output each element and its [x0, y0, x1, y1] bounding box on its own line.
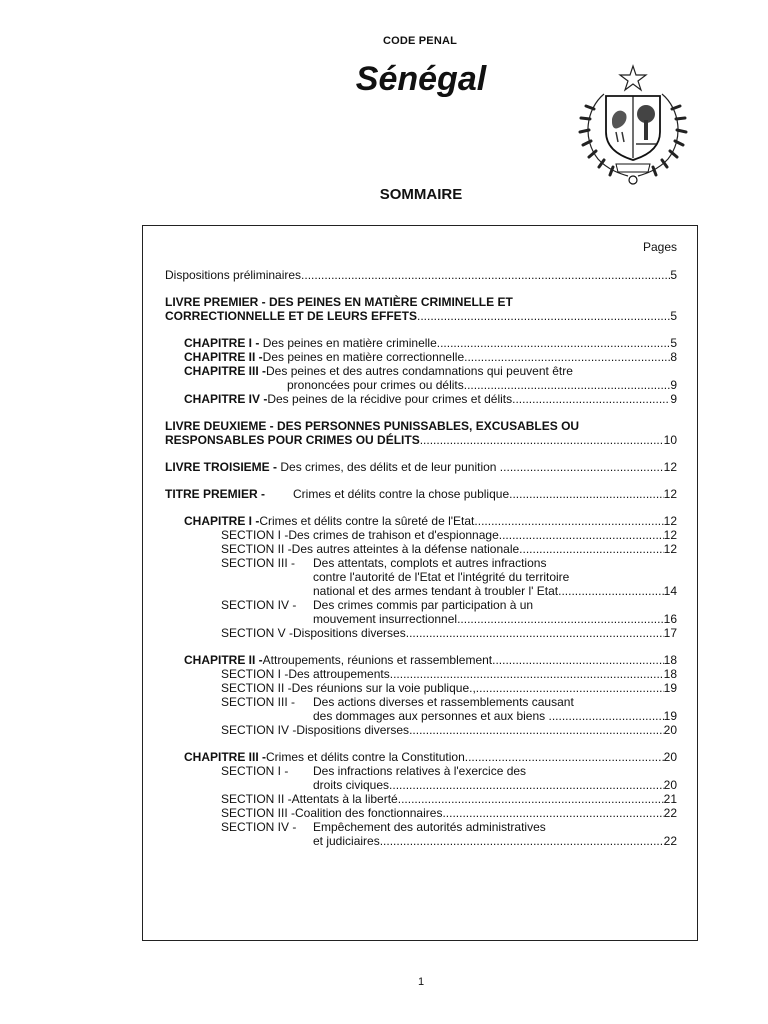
toc-entry-preliminaires[interactable] — [165, 268, 677, 282]
chapter-label: CHAPITRE IV - — [184, 392, 268, 406]
dot-leader — [492, 653, 664, 667]
toc-ch2-section-1[interactable] — [165, 667, 677, 681]
dot-leader — [464, 378, 671, 392]
entry-text: Crimes et délits contre la sûreté de l'Etat — [259, 514, 475, 528]
page-ref: 19 — [663, 681, 677, 695]
dot-leader — [465, 750, 664, 764]
toc-ch1-section-4[interactable] — [165, 598, 677, 612]
page-ref: 5 — [670, 336, 677, 350]
book-label: LIVRE TROISIEME - — [165, 460, 278, 474]
toc-ch1-section-3[interactable] — [165, 556, 677, 570]
page-ref: 19 — [663, 709, 677, 723]
page-ref: 8 — [670, 350, 677, 364]
entry-text: Des crimes commis par participation à un — [313, 598, 534, 612]
chapter-label: CHAPITRE II - — [184, 653, 263, 667]
toc-ch2-section-2[interactable] — [165, 681, 677, 695]
entry-text: Des infractions relatives à l'exercice des — [313, 764, 527, 778]
dot-leader — [417, 309, 670, 323]
entry-text: Empêchement des autorités administratives — [313, 820, 546, 834]
entry-text: Des autres atteintes à la défense nationale — [291, 542, 520, 556]
toc-ch3-section-2[interactable] — [165, 792, 677, 806]
coat-of-arms-emblem — [576, 64, 690, 188]
entry-text: LIVRE PREMIER - DES PEINES EN MATIÈRE CRIMINELLE ET — [165, 295, 513, 309]
page-ref: 18 — [663, 653, 677, 667]
toc-livre-premier-line2[interactable] — [165, 309, 677, 323]
entry-text: Des crimes de trahison et d'espionnage — [288, 528, 499, 542]
section-label: SECTION IV - — [221, 723, 297, 737]
toc-livre1-chapitre-4[interactable] — [165, 392, 677, 406]
page-ref: 20 — [663, 778, 677, 792]
dot-leader — [476, 681, 664, 695]
dot-leader — [409, 723, 664, 737]
page-ref: 12 — [663, 487, 677, 501]
entry-text: Des peines et des autres condamnations qui peuvent être — [266, 364, 573, 378]
section-label: SECTION III - — [221, 806, 296, 820]
entry-text: Attroupements, réunions et rassemblement — [262, 653, 493, 667]
page-ref: 5 — [670, 268, 677, 282]
country-title: Sénégal — [355, 60, 487, 98]
toc-ch3-section-4[interactable] — [165, 820, 677, 834]
dot-leader — [390, 667, 664, 681]
toc-ch1-section-3-cont1[interactable] — [165, 570, 677, 584]
dot-leader — [437, 336, 671, 350]
entry-text: mouvement insurrectionnel.. — [313, 612, 464, 626]
toc-ch1-section-1[interactable] — [165, 528, 677, 542]
section-label: SECTION III - — [221, 695, 296, 709]
entry-text: CORRECTIONNELLE ET DE LEURS EFFETS — [165, 309, 418, 323]
entry-text: Crimes et délits contre la chose publique — [293, 487, 510, 501]
toc-ch2-section-3[interactable] — [165, 695, 677, 709]
entry-text: Des crimes, des délits et de leur punition ... — [280, 460, 510, 474]
page-ref: 22 — [663, 834, 677, 848]
entry-text: droits civiques — [313, 778, 390, 792]
page-ref: 10 — [663, 433, 677, 447]
toc-chapitre-3-constitution[interactable] — [165, 750, 677, 764]
dot-leader — [552, 709, 664, 723]
chapter-label: CHAPITRE II - — [184, 350, 263, 364]
dot-leader — [442, 806, 663, 820]
section-label: SECTION I - — [221, 667, 289, 681]
dot-leader — [474, 514, 663, 528]
toc-ch3-section-1-cont[interactable] — [165, 778, 677, 792]
toc-ch3-section-1[interactable] — [165, 764, 677, 778]
dot-leader — [509, 487, 664, 501]
page-ref: 5 — [670, 309, 677, 323]
entry-text: prononcées pour crimes ou délits — [287, 378, 464, 392]
toc-livre1-chapitre-2[interactable] — [165, 350, 677, 364]
entry-text: Des peines en matière criminelle — [262, 336, 437, 350]
entry-text: national et des armes tendant à troubler l' Etat — [313, 584, 559, 598]
toc-chapitre-2-attroupements[interactable] — [165, 653, 677, 667]
toc-livre-troisieme[interactable] — [165, 460, 677, 474]
page-ref: 18 — [663, 667, 677, 681]
toc-ch1-section-2[interactable] — [165, 542, 677, 556]
toc-titre-premier[interactable] — [165, 487, 677, 501]
section-label: SECTION IV - — [221, 598, 297, 612]
toc-livre1-chapitre-3[interactable] — [165, 364, 677, 378]
entry-text: Dispositions diverses — [296, 723, 410, 737]
toc-livre-deuxieme-line1[interactable] — [165, 419, 677, 433]
toc-livre-deuxieme-line2[interactable] — [165, 433, 677, 447]
toc-livre-premier-line1[interactable] — [165, 295, 677, 309]
entry-text: et judiciaires — [313, 834, 380, 848]
dot-leader — [499, 528, 664, 542]
title-label: TITRE PREMIER - — [165, 487, 266, 501]
entry-text: Des peines de la récidive pour crimes et délits — [267, 392, 513, 406]
page-ref: 12 — [663, 514, 677, 528]
chapter-label: CHAPITRE III - — [184, 364, 267, 378]
entry-text: LIVRE DEUXIEME - DES PERSONNES PUNISSABLES, EXCUSABLES OU — [165, 419, 580, 433]
page-ref: 20 — [663, 750, 677, 764]
dot-leader — [558, 584, 664, 598]
entry-text: contre l'autorité de l'Etat et l'intégrité du territoire — [313, 570, 570, 584]
dot-leader — [464, 612, 664, 626]
page-ref: 17 — [663, 626, 677, 640]
dot-leader — [519, 542, 663, 556]
section-label: SECTION III - — [221, 556, 296, 570]
page-ref: 12 — [663, 542, 677, 556]
chapter-label: CHAPITRE I - — [184, 514, 260, 528]
entry-text: RESPONSABLES POUR CRIMES OU DÉLITS — [165, 433, 420, 447]
dot-leader — [420, 433, 664, 447]
entry-text: Des actions diverses et rassemblements causant — [313, 695, 574, 709]
dot-leader — [510, 460, 664, 474]
page-ref: 22 — [663, 806, 677, 820]
entry-text: Dispositions préliminaires. — [165, 268, 305, 282]
page-ref: 12 — [663, 528, 677, 542]
toc-chapitre-1-surete[interactable] — [165, 514, 677, 528]
sommaire-heading: SOMMAIRE — [379, 186, 463, 203]
chapter-label: CHAPITRE III - — [184, 750, 267, 764]
dot-leader — [304, 268, 670, 282]
page-ref: 9 — [670, 392, 677, 406]
section-label: SECTION V - — [221, 626, 294, 640]
section-label: SECTION II - — [221, 681, 292, 695]
dot-leader — [512, 392, 670, 406]
toc-ch1-section-4-cont[interactable] — [165, 612, 677, 626]
dot-leader — [406, 626, 664, 640]
entry-text: Des attroupements — [288, 667, 390, 681]
section-label: SECTION I - — [221, 528, 289, 542]
page-ref: 20 — [663, 723, 677, 737]
page-ref: 14 — [663, 584, 677, 598]
pages-column-label: Pages — [642, 240, 677, 254]
toc-ch1-section-5[interactable] — [165, 626, 677, 640]
entry-text: Dispositions diverses — [293, 626, 406, 640]
section-label: SECTION I - — [221, 764, 289, 778]
dot-leader — [380, 834, 664, 848]
entry-text: Crimes et délits contre la Constitution — [266, 750, 465, 764]
section-label: SECTION II - — [221, 542, 292, 556]
page-ref: 9 — [670, 378, 677, 392]
entry-text: Attentats à la liberté — [291, 792, 398, 806]
section-label: SECTION IV - — [221, 820, 297, 834]
page-number: 1 — [417, 976, 425, 988]
dot-leader — [398, 792, 664, 806]
section-label: SECTION II - — [221, 792, 292, 806]
toc-ch2-section-4[interactable] — [165, 723, 677, 737]
entry-text: Des réunions sur la voie publique., — [291, 681, 476, 695]
toc-livre1-chapitre-1[interactable] — [165, 336, 677, 350]
toc-ch3-section-4-cont[interactable] — [165, 834, 677, 848]
entry-text: Des peines en matière correctionnelle — [262, 350, 465, 364]
dot-leader — [389, 778, 664, 792]
toc-ch1-section-3-cont2[interactable] — [165, 584, 677, 598]
page-ref: 21 — [663, 792, 677, 806]
dot-leader — [464, 350, 670, 364]
entry-text: des dommages aux personnes et aux biens . — [313, 709, 552, 723]
entry-text: Coalition des fonctionnaires — [295, 806, 443, 820]
chapter-label: CHAPITRE I - — [184, 336, 260, 350]
document-code-title: CODE PENAL — [382, 35, 458, 47]
table-of-contents — [142, 225, 698, 941]
toc-ch3-section-3[interactable] — [165, 806, 677, 820]
page-ref: 12 — [663, 460, 677, 474]
page-ref: 16 — [663, 612, 677, 626]
entry-text: Des attentats, complots et autres infractions — [313, 556, 547, 570]
toc-livre1-chapitre-3-cont[interactable] — [165, 378, 677, 392]
toc-ch2-section-3-cont[interactable] — [165, 709, 677, 723]
